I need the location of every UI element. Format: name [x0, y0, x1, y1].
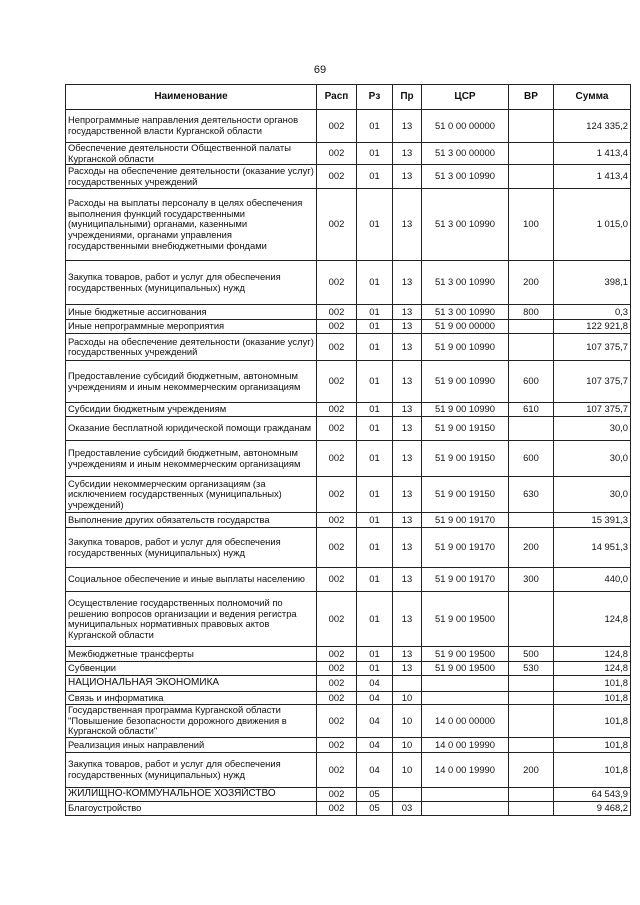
table-row: [66, 705, 631, 738]
row-csr: [422, 692, 509, 705]
row-csr: 51 9 00 00000: [422, 320, 509, 334]
row-rz: 01: [357, 662, 393, 676]
row-rasp: 002: [317, 143, 357, 165]
row-vr: [509, 143, 554, 165]
table-body: [66, 110, 631, 816]
row-rz: 01: [357, 528, 393, 568]
row-csr: 51 9 00 10990: [422, 403, 509, 417]
row-csr: 51 3 00 00000: [422, 143, 509, 165]
row-sum: 30,0: [554, 441, 631, 477]
row-name: Непрограммные направления деятельности органов государственной власти Курганской области: [66, 110, 317, 143]
table-header-row: [66, 85, 631, 110]
row-vr: 200: [509, 528, 554, 568]
row-csr: 51 0 00 00000: [422, 110, 509, 143]
row-csr: 51 3 00 10990: [422, 165, 509, 189]
row-name: Иные непрограммные мероприятия: [66, 320, 317, 334]
row-csr: 51 9 00 19500: [422, 647, 509, 662]
column-header-name: Наименование: [66, 85, 317, 110]
row-sum: 107 375,7: [554, 334, 631, 361]
row-csr: 14 0 00 19990: [422, 737, 509, 752]
table-row: [66, 403, 631, 417]
row-rz: 04: [357, 737, 393, 752]
row-name: Субвенции: [66, 662, 317, 676]
row-pr: 13: [393, 477, 422, 513]
row-sum: 64 543,9: [554, 787, 631, 801]
row-vr: [509, 592, 554, 647]
row-vr: 100: [509, 189, 554, 261]
table-row: [66, 320, 631, 334]
row-vr: 610: [509, 403, 554, 417]
row-name: Закупка товаров, работ и услуг для обеспечения государственных (муниципальных) нужд: [66, 752, 317, 787]
row-pr: 03: [393, 801, 422, 815]
row-sum: 124 335,2: [554, 110, 631, 143]
table-row: [66, 477, 631, 513]
row-rz: 01: [357, 592, 393, 647]
row-pr: 13: [393, 361, 422, 403]
table-row: [66, 441, 631, 477]
row-pr: 13: [393, 110, 422, 143]
row-sum: 440,0: [554, 568, 631, 592]
row-pr: 13: [393, 334, 422, 361]
row-vr: [509, 320, 554, 334]
row-sum: 124,8: [554, 647, 631, 662]
row-pr: 13: [393, 568, 422, 592]
row-pr: 13: [393, 320, 422, 334]
row-name: Субсидии некоммерческим организациям (за исключением государственных (муниципальных) учреждений): [66, 477, 317, 513]
table-row: [66, 662, 631, 676]
row-rz: 05: [357, 801, 393, 815]
row-sum: 30,0: [554, 417, 631, 441]
row-sum: 1 413,4: [554, 165, 631, 189]
row-vr: 300: [509, 568, 554, 592]
row-sum: 14 951,3: [554, 528, 631, 568]
row-rasp: 002: [317, 592, 357, 647]
row-rz: 01: [357, 417, 393, 441]
row-pr: 13: [393, 592, 422, 647]
row-rz: 01: [357, 110, 393, 143]
row-sum: 124,8: [554, 592, 631, 647]
row-vr: 200: [509, 261, 554, 305]
row-sum: 101,8: [554, 737, 631, 752]
row-rasp: 002: [317, 417, 357, 441]
row-csr: 14 0 00 00000: [422, 705, 509, 738]
row-pr: 10: [393, 737, 422, 752]
row-rasp: 002: [317, 110, 357, 143]
row-rz: 04: [357, 705, 393, 738]
row-vr: [509, 334, 554, 361]
table-row: [66, 647, 631, 662]
row-rz: 01: [357, 441, 393, 477]
row-rasp: 002: [317, 320, 357, 334]
row-name: Расходы на обеспечение деятельности (оказание услуг) государственных учреждений: [66, 165, 317, 189]
row-pr: 10: [393, 705, 422, 738]
row-rasp: 002: [317, 165, 357, 189]
row-pr: 13: [393, 417, 422, 441]
row-rasp: 002: [317, 787, 357, 801]
row-rz: 01: [357, 320, 393, 334]
row-vr: [509, 787, 554, 801]
row-sum: 124,8: [554, 662, 631, 676]
row-rasp: 002: [317, 403, 357, 417]
row-rz: 01: [357, 568, 393, 592]
row-csr: 51 9 00 19170: [422, 528, 509, 568]
row-sum: 107 375,7: [554, 361, 631, 403]
row-pr: 13: [393, 513, 422, 528]
row-rz: 01: [357, 143, 393, 165]
row-vr: 530: [509, 662, 554, 676]
table-row: [66, 752, 631, 787]
row-rasp: 002: [317, 305, 357, 320]
row-name: Благоустройство: [66, 801, 317, 815]
row-rz: 01: [357, 513, 393, 528]
row-rasp: 002: [317, 528, 357, 568]
row-pr: 13: [393, 189, 422, 261]
row-rz: 01: [357, 403, 393, 417]
column-header-csr: ЦСР: [422, 85, 509, 110]
row-pr: 13: [393, 647, 422, 662]
row-rasp: 002: [317, 361, 357, 403]
row-rz: 01: [357, 189, 393, 261]
row-rasp: 002: [317, 676, 357, 692]
row-rz: 01: [357, 261, 393, 305]
row-rz: 01: [357, 477, 393, 513]
row-csr: 51 9 00 19170: [422, 513, 509, 528]
table-row: [66, 692, 631, 705]
row-name: Предоставление субсидий бюджетным, автономным учреждениям и иным некоммерческим организациям: [66, 361, 317, 403]
row-rz: 01: [357, 361, 393, 403]
table-row: [66, 737, 631, 752]
row-rasp: 002: [317, 692, 357, 705]
row-rz: 05: [357, 787, 393, 801]
column-header-vr: ВР: [509, 85, 554, 110]
row-rz: 01: [357, 647, 393, 662]
row-pr: 10: [393, 752, 422, 787]
row-vr: [509, 513, 554, 528]
row-csr: 14 0 00 19990: [422, 752, 509, 787]
row-rasp: 002: [317, 513, 357, 528]
row-rasp: 002: [317, 647, 357, 662]
row-pr: 13: [393, 143, 422, 165]
row-pr: 13: [393, 528, 422, 568]
row-csr: [422, 801, 509, 815]
row-sum: 122 921,8: [554, 320, 631, 334]
row-rasp: 002: [317, 705, 357, 738]
row-sum: 1 413,4: [554, 143, 631, 165]
row-vr: [509, 110, 554, 143]
row-name: Реализация иных направлений: [66, 737, 317, 752]
row-csr: 51 9 00 19500: [422, 662, 509, 676]
row-vr: [509, 692, 554, 705]
row-vr: 200: [509, 752, 554, 787]
row-sum: 0,3: [554, 305, 631, 320]
row-sum: 101,8: [554, 692, 631, 705]
row-vr: [509, 705, 554, 738]
row-sum: 1 015,0: [554, 189, 631, 261]
row-vr: [509, 165, 554, 189]
row-name: Межбюджетные трансферты: [66, 647, 317, 662]
row-rasp: 002: [317, 662, 357, 676]
row-name: Оказание бесплатной юридической помощи гражданам: [66, 417, 317, 441]
table-row: [66, 801, 631, 815]
table-row: [66, 110, 631, 143]
row-rasp: 002: [317, 261, 357, 305]
row-rasp: 002: [317, 189, 357, 261]
row-sum: 101,8: [554, 752, 631, 787]
row-name: НАЦИОНАЛЬНАЯ ЭКОНОМИКА: [66, 676, 317, 692]
row-sum: 15 391,3: [554, 513, 631, 528]
row-rz: 04: [357, 692, 393, 705]
row-vr: 630: [509, 477, 554, 513]
row-rasp: 002: [317, 737, 357, 752]
budget-table: [65, 84, 631, 816]
row-sum: 30,0: [554, 477, 631, 513]
table-row: [66, 361, 631, 403]
row-vr: 600: [509, 361, 554, 403]
row-csr: 51 9 00 10990: [422, 334, 509, 361]
row-rasp: 002: [317, 801, 357, 815]
row-rasp: 002: [317, 752, 357, 787]
row-pr: 10: [393, 692, 422, 705]
row-name: Обеспечение деятельности Общественной палаты Курганской области: [66, 143, 317, 165]
table-row: [66, 676, 631, 692]
table-row: [66, 417, 631, 441]
row-vr: 800: [509, 305, 554, 320]
row-rz: 01: [357, 334, 393, 361]
row-pr: 13: [393, 403, 422, 417]
column-header-pr: Пр: [393, 85, 422, 110]
row-csr: 51 9 00 19170: [422, 568, 509, 592]
row-rasp: 002: [317, 568, 357, 592]
row-rz: 04: [357, 752, 393, 787]
row-name: ЖИЛИЩНО-КОММУНАЛЬНОЕ ХОЗЯЙСТВО: [66, 787, 317, 801]
row-csr: [422, 787, 509, 801]
row-name: Связь и информатика: [66, 692, 317, 705]
row-pr: 13: [393, 305, 422, 320]
row-csr: 51 3 00 10990: [422, 305, 509, 320]
page-number: 69: [313, 64, 327, 76]
table-row: [66, 513, 631, 528]
table-row: [66, 189, 631, 261]
row-rz: 04: [357, 676, 393, 692]
row-vr: [509, 676, 554, 692]
row-name: Закупка товаров, работ и услуг для обеспечения государственных (муниципальных) нужд: [66, 528, 317, 568]
row-pr: [393, 787, 422, 801]
table-row: [66, 528, 631, 568]
table-row: [66, 165, 631, 189]
row-sum: 101,8: [554, 676, 631, 692]
row-name: Расходы на выплаты персоналу в целях обеспечения выполнения функций государственными (муниципальными) органами, казенными учреждениями, органами управления государственными внебюджетными фондами: [66, 189, 317, 261]
row-vr: 600: [509, 441, 554, 477]
table-row: [66, 787, 631, 801]
row-name: Выполнение других обязательств государства: [66, 513, 317, 528]
row-rz: 01: [357, 305, 393, 320]
row-name: Расходы на обеспечение деятельности (оказание услуг) государственных учреждений: [66, 334, 317, 361]
row-pr: [393, 676, 422, 692]
table-row: [66, 305, 631, 320]
row-pr: 13: [393, 662, 422, 676]
row-vr: [509, 737, 554, 752]
column-header-rasp: Расп: [317, 85, 357, 110]
row-rz: 01: [357, 165, 393, 189]
table-row: [66, 568, 631, 592]
table-row: [66, 592, 631, 647]
row-rasp: 002: [317, 477, 357, 513]
row-name: Субсидии бюджетным учреждениям: [66, 403, 317, 417]
row-name: Закупка товаров, работ и услуг для обеспечения государственных (муниципальных) нужд: [66, 261, 317, 305]
row-sum: 101,8: [554, 705, 631, 738]
row-csr: 51 9 00 19150: [422, 417, 509, 441]
row-csr: [422, 676, 509, 692]
row-name: Иные бюджетные ассигнования: [66, 305, 317, 320]
row-name: Государственная программа Курганской области "Повышение безопасности дорожного движения в Курганской области": [66, 705, 317, 738]
row-name: Социальное обеспечение и иные выплаты населению: [66, 568, 317, 592]
row-rasp: 002: [317, 441, 357, 477]
row-pr: 13: [393, 261, 422, 305]
table-row: [66, 334, 631, 361]
row-vr: [509, 417, 554, 441]
row-csr: 51 9 00 19150: [422, 477, 509, 513]
row-csr: 51 9 00 19500: [422, 592, 509, 647]
row-sum: 107 375,7: [554, 403, 631, 417]
row-name: Предоставление субсидий бюджетным, автономным учреждениям и иным некоммерческим организациям: [66, 441, 317, 477]
row-pr: 13: [393, 165, 422, 189]
row-rasp: 002: [317, 334, 357, 361]
row-sum: 9 468,2: [554, 801, 631, 815]
row-name: Осуществление государственных полномочий по решению вопросов организации и ведения регистра муниципальных нормативных правовых актов Курганской области: [66, 592, 317, 647]
row-sum: 398,1: [554, 261, 631, 305]
row-vr: 500: [509, 647, 554, 662]
row-csr: 51 9 00 10990: [422, 361, 509, 403]
row-vr: [509, 801, 554, 815]
row-csr: 51 3 00 10990: [422, 261, 509, 305]
row-pr: 13: [393, 441, 422, 477]
table-row: [66, 143, 631, 165]
table-row: [66, 261, 631, 305]
column-header-rz: Рз: [357, 85, 393, 110]
column-header-sum: Сумма: [554, 85, 631, 110]
row-csr: 51 3 00 10990: [422, 189, 509, 261]
row-csr: 51 9 00 19150: [422, 441, 509, 477]
